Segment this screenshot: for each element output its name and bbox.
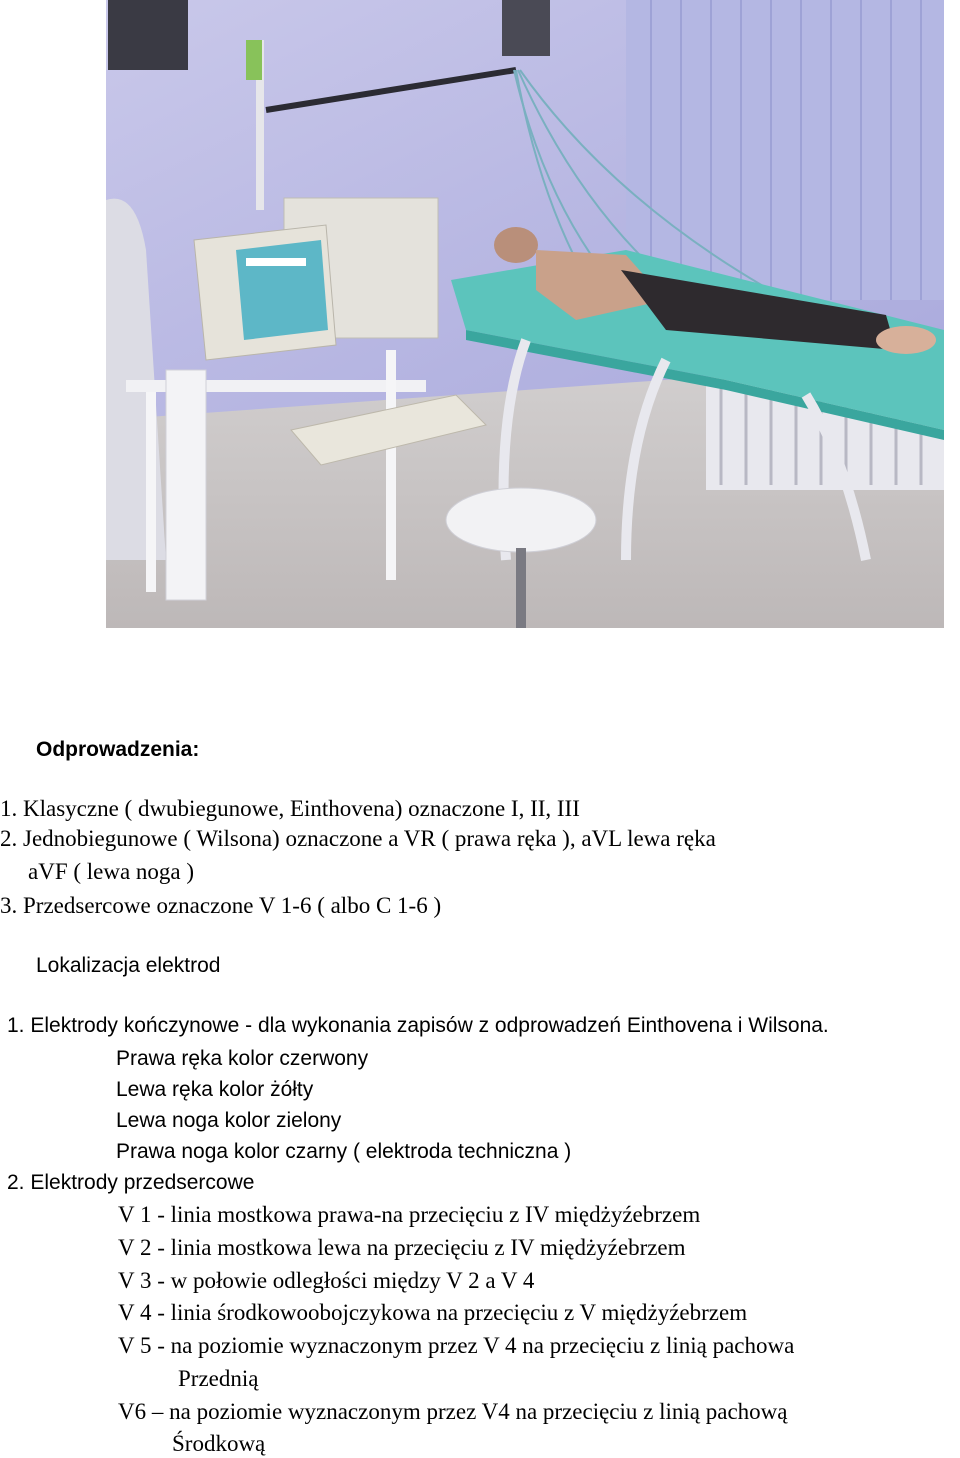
precordial-electrode-item: Środkową xyxy=(172,1431,266,1456)
limb-electrode-item: Prawa ręka kolor czerwony xyxy=(116,1047,369,1070)
precordial-electrode-item: V 1 - linia mostkowa prawa-na przecięciu z IV międżyźebrzem xyxy=(118,1202,701,1227)
limb-electrode-item: Prawa noga kolor czarny ( elektroda techniczna ) xyxy=(116,1140,572,1163)
precordial-electrode-item: V 3 - w połowie odległości między V 2 a V 4 xyxy=(118,1268,535,1293)
limb-electrode-item: Lewa noga kolor zielony xyxy=(116,1109,342,1132)
precordial-electrode-item: Przednią xyxy=(178,1366,259,1391)
limb-electrode-item: Lewa ręka kolor żółty xyxy=(116,1078,314,1101)
precordial-electrodes-title: 2. Elektrody przedsercowe xyxy=(7,1171,255,1194)
leads-heading: Odprowadzenia: xyxy=(36,738,200,761)
electrodes-heading: Lokalizacja elektrod xyxy=(36,954,221,977)
precordial-electrode-item: V6 – na poziomie wyznaczonym przez V4 na przecięciu z linią pachową xyxy=(118,1399,788,1424)
lead-item: 3. Przedsercowe oznaczone V 1-6 ( albo C 1-6 ) xyxy=(0,893,442,918)
precordial-electrode-item: V 2 - linia mostkowa lewa na przecięciu z IV międżyźebrzem xyxy=(118,1235,686,1260)
ecg-examination-photo xyxy=(106,0,944,628)
lead-item: aVF ( lewa noga ) xyxy=(28,859,195,884)
lead-item: 1. Klasyczne ( dwubiegunowe, Einthovena) oznaczone I, II, III xyxy=(0,796,580,821)
lead-item: 2. Jednobiegunowe ( Wilsona) oznaczone a VR ( prawa ręka ), aVL lewa ręka xyxy=(0,826,716,851)
limb-electrodes-title: 1. Elektrody kończynowe - dla wykonania zapisów z odprowadzeń Einthovena i Wilsona. xyxy=(7,1014,829,1037)
precordial-electrode-item: V 4 - linia środkowoobojczykowa na przecięciu z V międżyźebrzem xyxy=(118,1300,748,1325)
precordial-electrode-item: V 5 - na poziomie wyznaczonym przez V 4 na przecięciu z linią pachowa xyxy=(118,1333,795,1358)
